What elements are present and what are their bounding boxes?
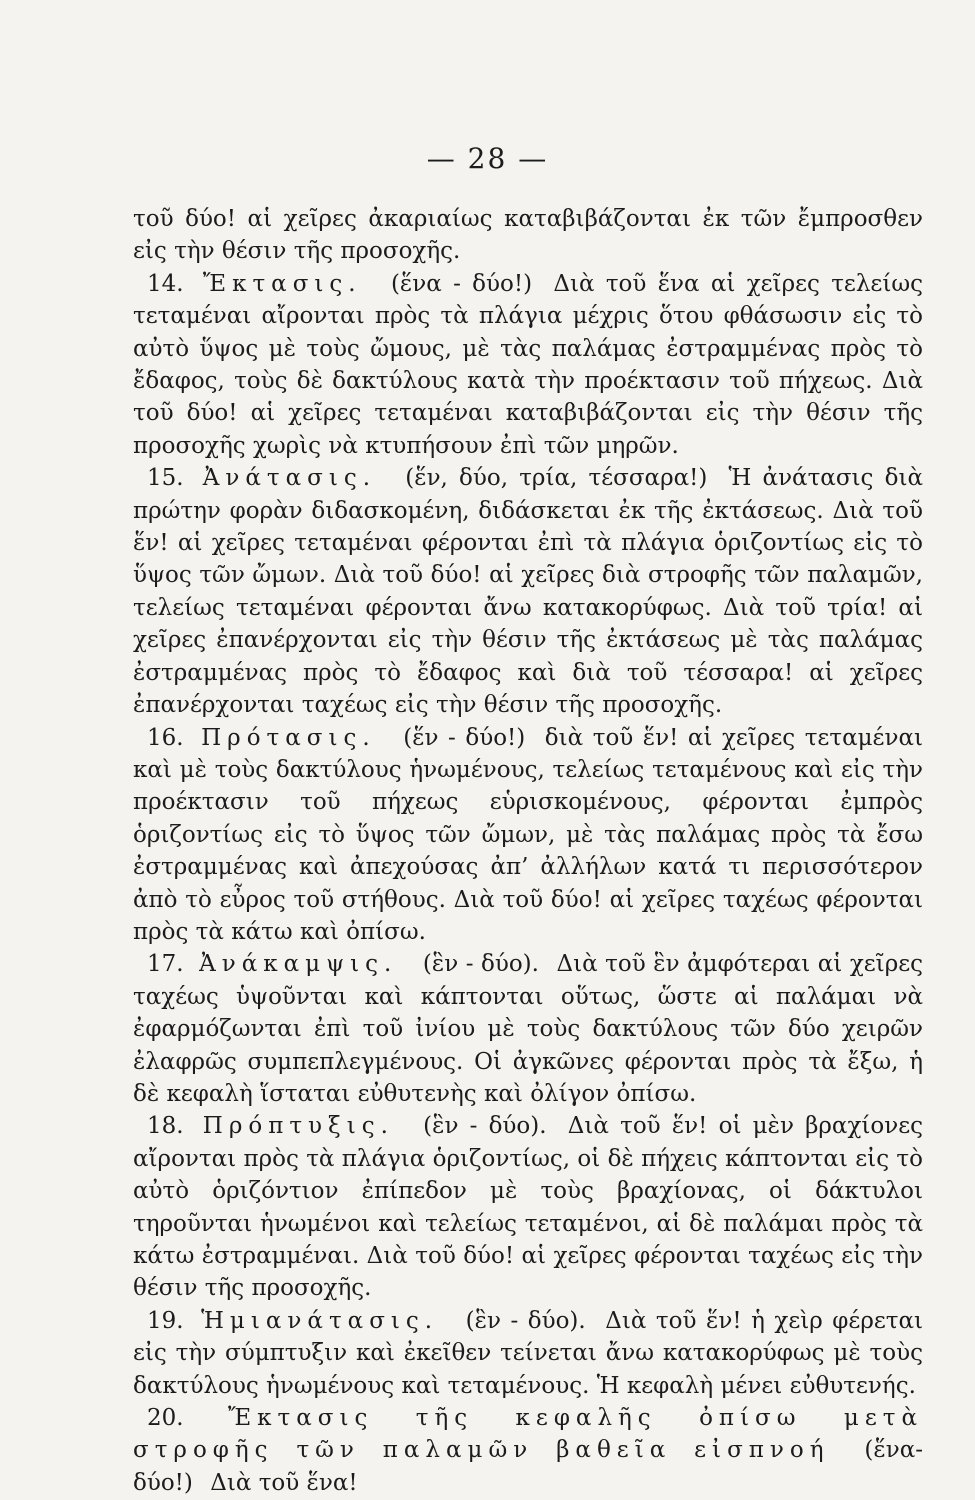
paragraph-exercise-14 bbox=[133, 268, 923, 462]
exercise-number: 18. bbox=[147, 1113, 184, 1140]
exercise-number: 17. bbox=[147, 951, 184, 978]
exercise-count: (ἕνα-δύο!) bbox=[133, 1437, 923, 1496]
exercise-number: 14. bbox=[147, 270, 184, 297]
paragraph-exercise-15 bbox=[133, 462, 923, 721]
paragraph-text: Διὰ τοῦ ἕν! οἱ μὲν βραχίονες αἴρονται πρὸς τὰ πλάγια ὁριζοντίως, οἱ δὲ πήχεις κάπτονται εἰς τὸ αὐτὸ ὁριζόντιον ἐπίπεδον μὲ τοὺς βραχίονας, οἱ δάκτυλοι τηροῦνται ἡνωμένοι καὶ τελείως τεταμένοι, αἱ δὲ παλάμαι πρὸς τὰ κάτω ἐστραμμέναι. Διὰ τοῦ δύο! αἱ χεῖρες φέρονται ταχέως εἰς τὴν θέσιν τῆς προσοχῆς. bbox=[133, 1113, 924, 1302]
paragraph-text: Διὰ τοῦ ἕν! ἡ χεὶρ φέρεται εἰς τὴν σύμπτυξιν καὶ ἐκεῖθεν τείνεται ἄνω κατακορύφως μὲ τοὺς δακτύλους ἡνωμένους καὶ τεταμένους. Ἡ κεφαλὴ μένει εὐθυτενής. bbox=[133, 1307, 924, 1399]
paragraph-exercise-20 bbox=[133, 1402, 923, 1499]
exercise-count: (ἓν - δύο). bbox=[423, 1113, 547, 1140]
paragraph-text: Διὰ τοῦ ἕνα αἱ χεῖρες τελείως τεταμέναι αἴρονται πρὸς τὰ πλάγια μέχρις ὅτου φθάσωσιν εἰς τὸ αὐτὸ ὕψος μὲ τοὺς ὤμους, μὲ τὰς παλάμας ἐστραμμένας πρὸς τὸ ἔδαφος, τοὺς δὲ δακτύλους κατὰ τὴν προέκτασιν τοῦ πήχεως. Διὰ τοῦ δύο! αἱ χεῖρες τεταμέναι καταβιβάζονται εἰς τὴν θέσιν τῆς προσοχῆς χωρὶς νὰ κτυπήσουν ἐπὶ τῶν μηρῶν. bbox=[133, 270, 923, 459]
exercise-term: Ἀνάκαμψις. bbox=[199, 951, 398, 978]
paragraph-exercise-19 bbox=[133, 1305, 923, 1402]
exercise-term: Ἔκτασις τῆς κεφαλῆς ὀπίσω μετὰ στροφῆς τῶν παλαμῶν βαθεῖα εἰσπνοή bbox=[133, 1405, 924, 1464]
paragraph-exercise-18 bbox=[133, 1110, 923, 1304]
paragraph-exercise-16 bbox=[133, 722, 923, 949]
exercise-number: 20. bbox=[147, 1405, 184, 1432]
paragraph-exercise-17 bbox=[133, 948, 923, 1110]
paragraph-text: Διὰ τοῦ ἕνα! bbox=[210, 1469, 358, 1496]
exercise-number: 19. bbox=[147, 1307, 184, 1334]
exercise-term: Ἀνάτασις. bbox=[202, 465, 377, 492]
page-text bbox=[133, 203, 923, 1499]
paragraph-text: διὰ τοῦ ἕν! αἱ χεῖρες τεταμέναι καὶ μὲ τοὺς δακτύλους ἡνωμένους, τελείως τεταμένους καὶ εἰς τὴν προέκτασιν τοῦ πήχεως εὑρισκομένους, φέρονται ἐμπρὸς ὁριζοντίως εἰς τὸ ὕψος τῶν ὤμων, μὲ τὰς παλάμας πρὸς τὰ ἔσω ἐστραμμένας καὶ ἀπεχούσας ἀπ’ ἀλλήλων κατά τι περισσότερον ἀπὸ τὸ εὖρος τοῦ στήθους. Διὰ τοῦ δύο! αἱ χεῖρες ταχέως φέρονται πρὸς τὰ κάτω καὶ ὀπίσω. bbox=[133, 724, 923, 945]
exercise-term: Ἡμιανάτασις. bbox=[201, 1307, 439, 1334]
exercise-term: Πρότασις. bbox=[201, 724, 376, 751]
exercise-count: (ἓν - δύο). bbox=[465, 1307, 586, 1334]
paragraph-text: Ἡ ἀνάτασις διὰ πρώτην φορὰν διδασκομένη, διδάσκεται ἐκ τῆς ἐκτάσεως. Διὰ τοῦ ἕν! αἱ χεῖρες τεταμέναι φέρονται ἐπὶ τὰ πλάγια ὁριζοντίως εἰς τὸ ὕψος τῶν ὤμων. Διὰ τοῦ δύο! αἱ χεῖρες διὰ στροφῆς τῶν παλαμῶν, τελείως τεταμέναι φέρονται ἄνω κατακορύφως. Διὰ τοῦ τρία! αἱ χεῖρες ἐπανέρχονται εἰς τὴν θέσιν τῆς ἐκτάσεως μὲ τὰς παλάμας ἐστραμμένας πρὸς τὸ ἔδαφος καὶ διὰ τοῦ τέσσαρα! αἱ χεῖρες ἐπανέρχονται ταχέως εἰς τὴν θέσιν τῆς προσοχῆς. bbox=[133, 465, 924, 719]
exercise-number: 15. bbox=[147, 465, 184, 492]
paragraph-continuation bbox=[133, 203, 923, 268]
paragraph-text: τοῦ δύο! αἱ χεῖρες ἀκαριαίως καταβιβάζονται ἐκ τῶν ἔμπροσθεν εἰς τὴν θέσιν τῆς προσοχῆς. bbox=[133, 206, 923, 265]
exercise-term: Ἔκτασις. bbox=[202, 270, 362, 297]
exercise-count: (ἕνα - δύο!) bbox=[390, 270, 533, 297]
page-number: — 28 — bbox=[426, 142, 549, 175]
exercise-count: (ἓν - δύο). bbox=[422, 951, 539, 978]
exercise-term: Πρόπτυξις. bbox=[202, 1113, 394, 1140]
exercise-count: (ἕν - δύο!) bbox=[403, 724, 526, 751]
exercise-number: 16. bbox=[147, 724, 184, 751]
paragraph-text: Διὰ τοῦ ἓν ἀμφότεραι αἱ χεῖρες ταχέως ὑψοῦνται καὶ κάπτονται οὕτως, ὥστε αἱ παλάμαι νὰ ἐφαρμόζωνται ἐπὶ τοῦ ἰνίου μὲ τοὺς δακτύλους τῶν δύο χειρῶν ἐλαφρῶς συμπεπλεγμένους. Οἱ ἀγκῶνες φέρονται πρὸς τὰ ἔξω, ἡ δὲ κεφαλὴ ἵσταται εὐθυτενὴς καὶ ὀλίγον ὀπίσω. bbox=[133, 951, 924, 1107]
exercise-count: (ἕν, δύο, τρία, τέσσαρα!) bbox=[405, 465, 708, 492]
